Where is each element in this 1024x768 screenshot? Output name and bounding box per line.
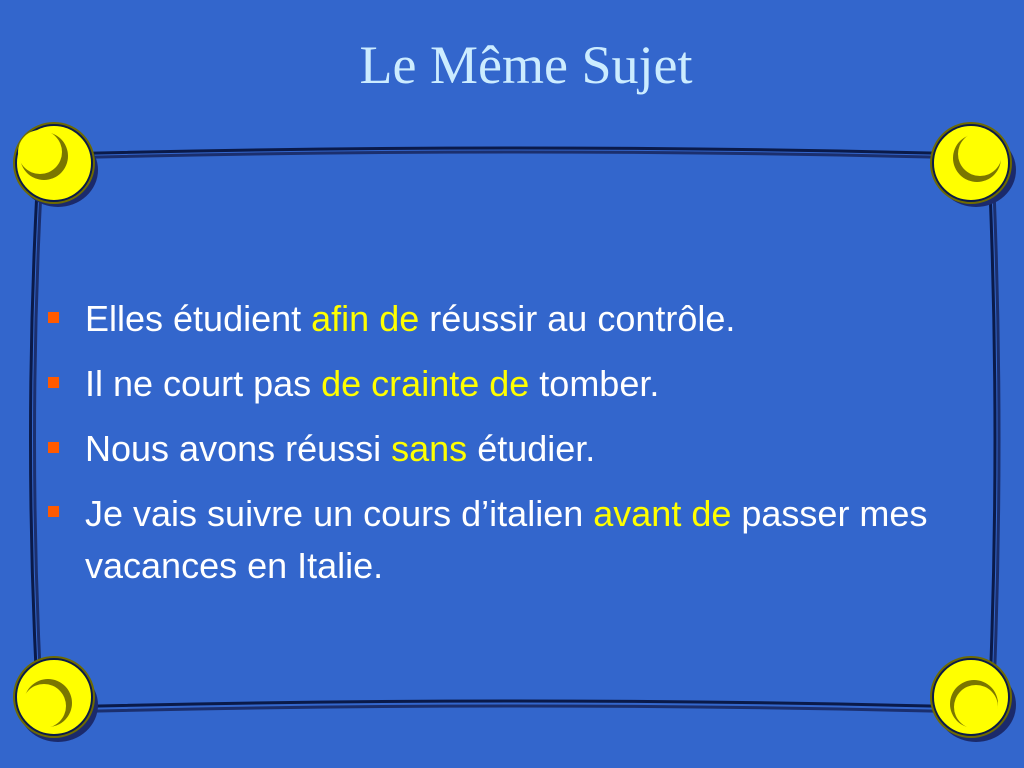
bullet-text: passer mes vacances en Italie. bbox=[85, 493, 928, 586]
bullet-item bbox=[48, 353, 948, 414]
frame-knob-top-right bbox=[930, 122, 1016, 207]
frame-knob-bottom-right bbox=[930, 656, 1016, 742]
bullet-text: Elles étudient bbox=[85, 298, 312, 339]
bullet-item bbox=[48, 288, 948, 349]
bullet-highlight: sans bbox=[391, 428, 468, 469]
bullet-text: étudier. bbox=[467, 428, 596, 469]
slide-title: Le Même Sujet bbox=[359, 35, 693, 95]
bullet-text: Nous avons réussi bbox=[85, 428, 392, 469]
square-bullet-icon bbox=[48, 312, 59, 323]
bullet-highlight: avant de bbox=[593, 493, 732, 534]
frame-knob-bottom-left bbox=[13, 656, 98, 742]
frame-knob-top-left bbox=[13, 122, 98, 207]
bullet-highlight: afin de bbox=[311, 298, 420, 339]
bullet-item bbox=[48, 483, 948, 592]
square-bullet-icon bbox=[48, 506, 59, 517]
square-bullet-icon bbox=[48, 442, 59, 453]
bullet-highlight: de crainte de bbox=[321, 363, 530, 404]
bullet-text: Il ne court pas bbox=[85, 363, 322, 404]
bullet-text: tomber. bbox=[529, 363, 660, 404]
bullet-text: Je vais suivre un cours d’italien bbox=[85, 493, 594, 534]
square-bullet-icon bbox=[48, 377, 59, 388]
bullet-item bbox=[48, 418, 948, 479]
bullet-list bbox=[48, 288, 948, 596]
bullet-text: réussir au contrôle. bbox=[419, 298, 736, 339]
